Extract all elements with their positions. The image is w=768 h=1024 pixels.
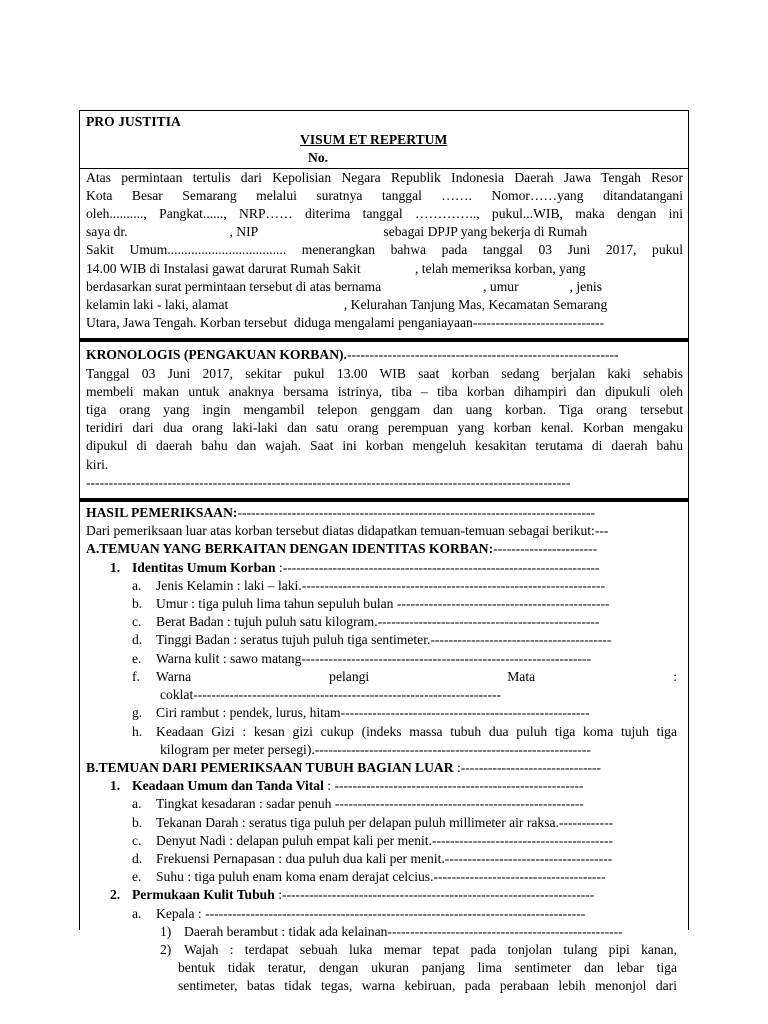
- section-a-heading: A.TEMUAN YANG BERKAITAN DENGAN IDENTITAS KORBAN:: [86, 541, 494, 557]
- sub-item: [86, 923, 683, 941]
- item-text: Keadaan Gizi : kesan gizi cukup (indeks massa tubuh dua puluh tiga koma tujuh tiga: [156, 723, 677, 739]
- item-label: Identitas Umum Korban: [132, 559, 276, 575]
- intro-line: saya dr. , NIP sebagai DPJP yang bekerja di Rumah: [86, 224, 588, 240]
- document-number: No.: [308, 150, 329, 166]
- kronologis-line: Tanggal 03 Juni 2017, sekitar pukul 13.00 WIB saat korban sedang berjalan kaki sehabis: [86, 365, 683, 381]
- list-item: [86, 668, 683, 686]
- item-text: Tinggi Badan : seratus tujuh puluh tiga sentimeter.----------------------------------------: [156, 632, 612, 648]
- kronologis-heading-line: [86, 346, 683, 364]
- item-text: Suhu : tiga puluh enam koma enam derajat celcius.--------------------------------------: [156, 869, 606, 885]
- sub-item-text: Wajah : terdapat sebuah luka memar tepat pada tonjolan tulang pipi kanan,: [184, 941, 677, 957]
- section-dashes: :-------------------------------: [453, 759, 602, 775]
- heading-dashes: -------------------------------------------------------------------------------: [237, 505, 596, 521]
- kronologis-line: teridiri dari dua orang laki-laki dan satu orang perempuan yang korban kenal. Korban mengaku: [86, 420, 683, 436]
- intro-line: 14.00 WIB di Instalasi gawat darurat Rumah Sakit , telah memeriksa korban, yang: [86, 260, 586, 276]
- sub-item-text: Daerah berambut : tidak ada kelainan----------------------------------------------------: [184, 923, 623, 939]
- dash-line: -----------------------------------------------------------------------------------------------------------: [86, 474, 571, 490]
- kronologis-line: membeli makan untuk anaknya bersama istrinya, tiba – tiba korban dihampiri dan dipukuli oleh: [86, 383, 683, 399]
- list-item: [86, 905, 683, 923]
- document-page: [79, 110, 689, 994]
- item-number: 2.: [110, 887, 121, 903]
- item-letter: e.: [132, 869, 142, 885]
- item-identitas: [86, 559, 683, 577]
- item-text: Jenis Kelamin : laki – laki.-------------------------------------------------------------------: [156, 577, 606, 593]
- item-letter: e.: [132, 650, 142, 666]
- section-b-heading: B.TEMUAN DARI PEMERIKSAAN TUBUH BAGIAN LUAR: [86, 759, 454, 775]
- list-item: [86, 613, 683, 631]
- kronologis-line: tiga orang yang ingin mengambil telepon genggam dan uang korban. Tiga orang tersebut: [86, 402, 683, 418]
- hasil-section: [80, 498, 688, 995]
- intro-line: oleh.........., Pangkat......, NRP…… diterima tanggal ………….., pukul...WIB, maka dengan ini: [86, 206, 683, 222]
- intro-line: kelamin laki - laki, alamat , Kelurahan Tanjung Mas, Kecamatan Semarang: [86, 297, 608, 313]
- list-item: [86, 868, 683, 886]
- item-letter: b.: [132, 596, 143, 612]
- list-item: [86, 795, 683, 813]
- item-letter: a.: [132, 577, 142, 593]
- intro-line: Utara, Jawa Tengah. Korban tersebut diduga mengalami penganiayaan-----------------------------: [86, 315, 605, 331]
- section-dashes: -----------------------: [493, 541, 598, 557]
- item-text: Tingkat kesadaran : sadar penuh -------------------------------------------------------: [156, 796, 584, 812]
- item-text: Frekuensi Pernapasan : dua puluh dua kali per menit.-------------------------------------: [156, 850, 613, 866]
- pro-justitia-label: PRO JUSTITIA: [86, 114, 181, 129]
- item-letter: c.: [132, 614, 142, 630]
- item-dashes: : -------------------------------------------------------: [323, 778, 584, 794]
- word: :: [673, 668, 677, 684]
- list-item-continuation: kilogram per meter persegi).-------------------------------------------------------------: [160, 741, 591, 757]
- item-text: Kepala : ------------------------------------------------------------------------------------: [156, 905, 586, 921]
- document-title: VISUM ET REPERTUM: [300, 132, 448, 148]
- list-item-continuation: coklat--------------------------------------------------------------------: [160, 687, 502, 703]
- heading-dashes: ------------------------------------------------------------: [346, 347, 619, 363]
- kronologis-section: [80, 338, 688, 492]
- list-item: [86, 850, 683, 868]
- item-letter: d.: [132, 632, 143, 648]
- list-item: [86, 650, 683, 668]
- list-item: [86, 704, 683, 722]
- sub-item: [86, 941, 683, 959]
- item-text: Umur : tiga puluh lima tahun sepuluh bulan -----------------------------------------------: [156, 596, 610, 612]
- word: pelangi: [329, 668, 370, 684]
- section-a-line: [86, 540, 683, 558]
- item-letter: f.: [132, 668, 140, 684]
- intro-line: berdasarkan surat permintaan tersebut di atas bernama , umur , jenis: [86, 278, 603, 294]
- list-item: [86, 723, 683, 741]
- sub-item-number: 2): [160, 941, 172, 957]
- item-letter: a.: [132, 905, 142, 921]
- item-letter: d.: [132, 850, 143, 866]
- word: Warna: [156, 668, 192, 684]
- item-number: 1.: [110, 778, 121, 794]
- list-item: [86, 595, 683, 613]
- item-number: 1.: [110, 559, 121, 575]
- section-b-line: [86, 759, 683, 777]
- intro-section: [80, 168, 688, 333]
- kronologis-line: kiri.: [86, 456, 109, 472]
- hasil-heading-line: [86, 504, 683, 522]
- sub-item-continuation: sentimeter, batas tidak tegas, warna kebiruan, pada perabaan lebih menonjol dari: [178, 978, 677, 994]
- header-section: [80, 111, 688, 168]
- item-letter: a.: [132, 796, 142, 812]
- list-item: [86, 814, 683, 832]
- item-letter: c.: [132, 832, 142, 848]
- kronologis-heading: KRONOLOGIS (PENGAKUAN KORBAN).: [86, 347, 347, 363]
- kronologis-line: dipukul di daerah bahu dan wajah. Saat ini korban mengeluh kesakitan terutama di daerah bahu: [86, 438, 683, 454]
- item-letter: h.: [132, 723, 143, 739]
- list-item: [86, 832, 683, 850]
- intro-line: Sakit Umum................................... menerangkan bahwa pada tanggal 03 Juni 2017, pukul: [86, 242, 683, 258]
- sub-item-continuation: bentuk tidak teratur, dengan ukuran panjang lima sentimeter dan lebar tiga: [178, 960, 677, 976]
- item-text: Berat Badan : tujuh puluh satu kilogram.-------------------------------------------------: [156, 614, 600, 630]
- intro-line: Kota Besar Semarang melalui suratnya tanggal ……. Nomor……yang ditandatangani: [86, 187, 683, 203]
- sub-item-number: 1): [160, 923, 172, 939]
- intro-line: Atas permintaan tertulis dari Kepolisian Negara Republik Indonesia Daerah Jawa Tengah Resor: [86, 169, 683, 185]
- item-vital: [86, 777, 683, 795]
- list-item: [86, 631, 683, 649]
- item-kulit: [86, 886, 683, 904]
- hasil-heading: HASIL PEMERIKSAAN:: [86, 505, 238, 521]
- item-text: Tekanan Darah : seratus tiga puluh per delapan puluh millimeter air raksa.------------: [156, 814, 614, 830]
- item-letter: g.: [132, 705, 143, 721]
- item-dashes: :----------------------------------------------------------------------: [275, 559, 600, 575]
- item-label: Keadaan Umum dan Tanda Vital: [132, 778, 324, 794]
- item-text: Denyut Nadi : delapan puluh empat kali per menit.----------------------------------------: [156, 832, 614, 848]
- item-text: Ciri rambut : pendek, lurus, hitam-------------------------------------------------------: [156, 705, 590, 721]
- item-dashes: :---------------------------------------------------------------------: [274, 887, 595, 903]
- hasil-intro: Dari pemeriksaan luar atas korban tersebut diatas didapatkan temuan-temuan sebagai berikut:---: [86, 523, 609, 539]
- word: Mata: [507, 668, 536, 684]
- item-text: Warna kulit : sawo matang----------------------------------------------------------------: [156, 650, 592, 666]
- item-label: Permukaan Kulit Tubuh: [132, 887, 275, 903]
- item-letter: b.: [132, 814, 143, 830]
- item-text: [156, 668, 683, 686]
- list-item: [86, 577, 683, 595]
